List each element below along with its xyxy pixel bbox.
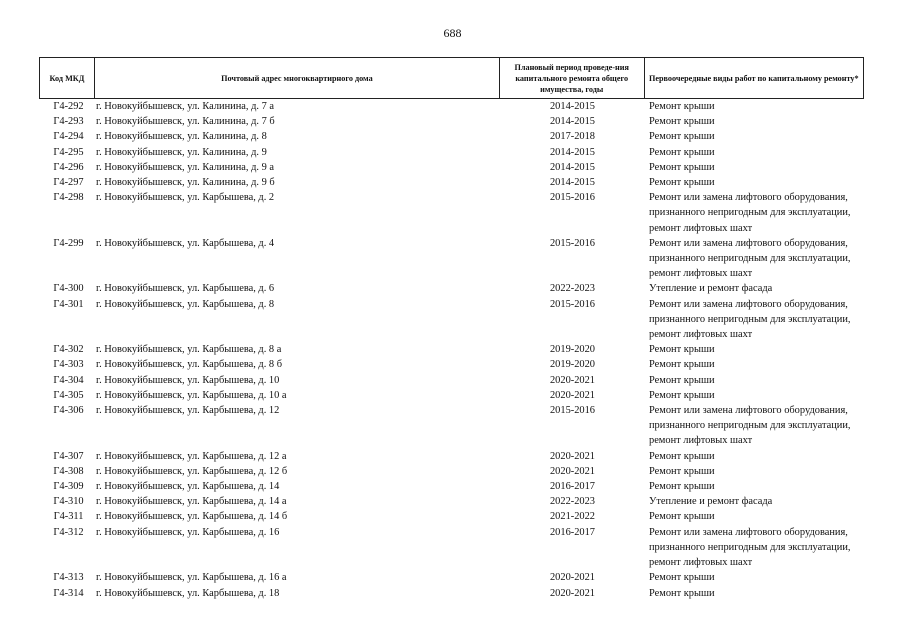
work-line: Ремонт крыши xyxy=(649,101,715,112)
table-row xyxy=(39,403,864,449)
table-row xyxy=(39,586,864,601)
cell-address: г. Новокуйбышевск, ул. Карбышева, д. 8 xyxy=(96,298,275,310)
cell-address: г. Новокуйбышевск, ул. Карбышева, д. 10 а xyxy=(96,389,287,401)
cell-period: 2022-2023 xyxy=(549,283,596,295)
cell-period: 2020-2021 xyxy=(549,374,596,386)
work-line: Утепление и ремонт фасада xyxy=(649,283,773,295)
table-row xyxy=(39,464,864,479)
table-row xyxy=(39,494,864,509)
header-period: Плановый период проведе-ния капитального ремонта общего имущества, годы xyxy=(500,58,645,98)
work-line: Утепление и ремонт фасада xyxy=(649,496,773,508)
cell-work xyxy=(645,342,864,357)
cell-period: 2020-2021 xyxy=(549,572,596,584)
table-row xyxy=(39,99,864,114)
cell-code: Г4-294 xyxy=(53,131,84,143)
table-row xyxy=(39,509,864,524)
cell-address: г. Новокуйбышевск, ул. Карбышева, д. 16 xyxy=(96,526,280,538)
cell-work xyxy=(645,570,864,585)
cell-work xyxy=(645,373,864,388)
work-line: Ремонт крыши xyxy=(649,177,715,189)
cell-address: г. Новокуйбышевск, ул. Карбышева, д. 10 xyxy=(96,374,280,386)
cell-address: г. Новокуйбышевск, ул. Калинина, д. 8 xyxy=(96,131,267,143)
cell-address: г. Новокуйбышевск, ул. Карбышева, д. 18 xyxy=(96,587,280,599)
cell-code: Г4-293 xyxy=(53,116,84,128)
table-row xyxy=(39,190,864,236)
cell-period: 2016-2017 xyxy=(549,526,596,538)
work-line: Ремонт крыши xyxy=(649,572,715,584)
table-row xyxy=(39,145,864,160)
cell-work xyxy=(645,175,864,190)
table-row xyxy=(39,525,864,571)
housing-repair-table xyxy=(39,57,864,601)
work-line: Ремонт крыши xyxy=(649,344,715,356)
work-line: признанного непригодным для эксплуатации, xyxy=(649,313,851,325)
cell-period: 2014-2015 xyxy=(549,116,596,128)
cell-work xyxy=(645,190,864,236)
cell-work xyxy=(645,297,864,343)
cell-work xyxy=(645,509,864,524)
cell-period: 2016-2017 xyxy=(549,481,596,493)
cell-code: Г4-299 xyxy=(53,237,84,249)
cell-address: г. Новокуйбышевск, ул. Карбышева, д. 4 xyxy=(96,237,275,249)
page-number: 688 xyxy=(443,26,462,40)
table-row xyxy=(39,281,864,296)
cell-code: Г4-306 xyxy=(53,405,84,417)
work-line: признанного непригодным для эксплуатации, xyxy=(649,541,851,553)
work-line: Ремонт или замена лифтового оборудования, xyxy=(649,192,848,204)
cell-address: г. Новокуйбышевск, ул. Карбышева, д. 12 б xyxy=(96,465,288,477)
cell-work xyxy=(645,479,864,494)
table-row xyxy=(39,342,864,357)
work-line: признанного непригодным для эксплуатации, xyxy=(649,253,851,265)
cell-code: Г4-311 xyxy=(53,511,84,523)
cell-address: г. Новокуйбышевск, ул. Карбышева, д. 14 xyxy=(96,481,280,493)
cell-period: 2015-2016 xyxy=(549,192,596,204)
work-line: Ремонт крыши xyxy=(649,481,715,493)
cell-period: 2020-2021 xyxy=(549,389,596,401)
table-row xyxy=(39,388,864,403)
work-line: Ремонт или замена лифтового оборудования, xyxy=(649,298,848,310)
cell-address: г. Новокуйбышевск, ул. Карбышева, д. 14 а xyxy=(96,496,287,508)
cell-code: Г4-292 xyxy=(53,101,84,112)
cell-period: 2019-2020 xyxy=(549,359,596,371)
work-line: Ремонт или замена лифтового оборудования, xyxy=(649,526,848,538)
header-work: Первоочередные виды работ по капитальному ремонту* xyxy=(648,73,859,83)
work-line: ремонт лифтовых шахт xyxy=(649,329,753,341)
cell-work xyxy=(645,129,864,144)
header-address: Почтовый адрес многоквартирного дома xyxy=(95,58,500,98)
work-line: Ремонт или замена лифтового оборудования, xyxy=(649,237,848,249)
cell-period: 2017-2018 xyxy=(549,131,596,143)
cell-work xyxy=(645,403,864,449)
work-line: ремонт лифтовых шахт xyxy=(649,268,753,280)
cell-work xyxy=(645,236,864,282)
cell-code: Г4-296 xyxy=(53,161,84,173)
table-row xyxy=(39,160,864,175)
cell-period: 2019-2020 xyxy=(549,344,596,356)
cell-code: Г4-302 xyxy=(53,344,84,356)
cell-code: Г4-305 xyxy=(53,389,84,401)
work-line: ремонт лифтовых шахт xyxy=(649,557,753,569)
table-row xyxy=(39,373,864,388)
cell-period: 2015-2016 xyxy=(549,237,596,249)
cell-code: Г4-308 xyxy=(53,465,84,477)
work-line: Ремонт крыши xyxy=(649,465,715,477)
cell-work xyxy=(645,494,864,509)
cell-address: г. Новокуйбышевск, ул. Карбышева, д. 12 xyxy=(96,405,280,417)
table-row xyxy=(39,129,864,144)
cell-code: Г4-312 xyxy=(53,526,84,538)
cell-period: 2014-2015 xyxy=(549,177,596,189)
cell-work xyxy=(645,145,864,160)
cell-address: г. Новокуйбышевск, ул. Карбышева, д. 8 а xyxy=(96,344,282,356)
cell-address: г. Новокуйбышевск, ул. Калинина, д. 9 б xyxy=(96,177,275,189)
cell-address: г. Новокуйбышевск, ул. Карбышева, д. 12 а xyxy=(96,450,287,462)
cell-work xyxy=(645,160,864,175)
cell-period: 2020-2021 xyxy=(549,465,596,477)
table-row xyxy=(39,479,864,494)
cell-code: Г4-313 xyxy=(53,572,84,584)
cell-code: Г4-303 xyxy=(53,359,84,371)
table-row xyxy=(39,297,864,343)
cell-code: Г4-314 xyxy=(53,587,84,599)
cell-code: Г4-307 xyxy=(53,450,84,462)
cell-address: г. Новокуйбышевск, ул. Калинина, д. 7 б xyxy=(96,116,275,128)
work-line: Ремонт крыши xyxy=(649,587,715,599)
header-code: Код МКД xyxy=(40,58,95,98)
cell-work xyxy=(645,449,864,464)
cell-address: г. Новокуйбышевск, ул. Карбышева, д. 2 xyxy=(96,192,275,204)
cell-code: Г4-297 xyxy=(53,177,84,189)
table-header xyxy=(39,57,864,99)
cell-period: 2022-2023 xyxy=(549,496,596,508)
work-line: Ремонт крыши xyxy=(649,511,715,523)
cell-code: Г4-298 xyxy=(53,192,84,204)
cell-work xyxy=(645,464,864,479)
table-row xyxy=(39,175,864,190)
cell-period: 2014-2015 xyxy=(549,161,596,173)
work-line: ремонт лифтовых шахт xyxy=(649,222,753,234)
cell-address: г. Новокуйбышевск, ул. Карбышева, д. 6 xyxy=(96,283,275,295)
cell-period: 2015-2016 xyxy=(549,405,596,417)
cell-address: г. Новокуйбышевск, ул. Карбышева, д. 14 б xyxy=(96,511,288,523)
cell-period: 2021-2022 xyxy=(549,511,596,523)
work-line: Ремонт крыши xyxy=(649,116,715,128)
table-row xyxy=(39,236,864,282)
work-line: признанного непригодным для эксплуатации, xyxy=(649,420,851,432)
cell-code: Г4-310 xyxy=(53,496,84,508)
cell-period: 2015-2016 xyxy=(549,298,596,310)
work-line: Ремонт крыши xyxy=(649,450,715,462)
cell-work xyxy=(645,525,864,571)
table-body xyxy=(39,99,864,601)
work-line: Ремонт крыши xyxy=(649,359,715,371)
cell-code: Г4-304 xyxy=(53,374,84,386)
work-line: признанного непригодным для эксплуатации, xyxy=(649,207,851,219)
work-line: Ремонт или замена лифтового оборудования, xyxy=(649,405,848,417)
table-row xyxy=(39,114,864,129)
cell-address: г. Новокуйбышевск, ул. Калинина, д. 7 а xyxy=(96,101,274,112)
cell-address: г. Новокуйбышевск, ул. Карбышева, д. 16 а xyxy=(96,572,287,584)
cell-period: 2020-2021 xyxy=(549,450,596,462)
cell-address: г. Новокуйбышевск, ул. Калинина, д. 9 а xyxy=(96,161,274,173)
cell-code: Г4-295 xyxy=(53,146,84,158)
cell-work xyxy=(645,586,864,601)
table-row xyxy=(39,357,864,372)
work-line: Ремонт крыши xyxy=(649,374,715,386)
table-row xyxy=(39,449,864,464)
cell-period: 2020-2021 xyxy=(549,587,596,599)
cell-work xyxy=(645,99,864,114)
cell-work xyxy=(645,281,864,296)
work-line: ремонт лифтовых шахт xyxy=(649,435,753,447)
cell-period: 2014-2015 xyxy=(549,101,596,112)
cell-work xyxy=(645,114,864,129)
cell-work xyxy=(645,388,864,403)
table-row xyxy=(39,570,864,585)
cell-code: Г4-301 xyxy=(53,298,84,310)
work-line: Ремонт крыши xyxy=(649,131,715,143)
cell-address: г. Новокуйбышевск, ул. Калинина, д. 9 xyxy=(96,146,267,158)
work-line: Ремонт крыши xyxy=(649,146,715,158)
cell-work xyxy=(645,357,864,372)
work-line: Ремонт крыши xyxy=(649,389,715,401)
cell-period: 2014-2015 xyxy=(549,146,596,158)
cell-code: Г4-300 xyxy=(53,283,84,295)
work-line: Ремонт крыши xyxy=(649,161,715,173)
cell-code: Г4-309 xyxy=(53,481,84,493)
cell-address: г. Новокуйбышевск, ул. Карбышева, д. 8 б xyxy=(96,359,282,371)
